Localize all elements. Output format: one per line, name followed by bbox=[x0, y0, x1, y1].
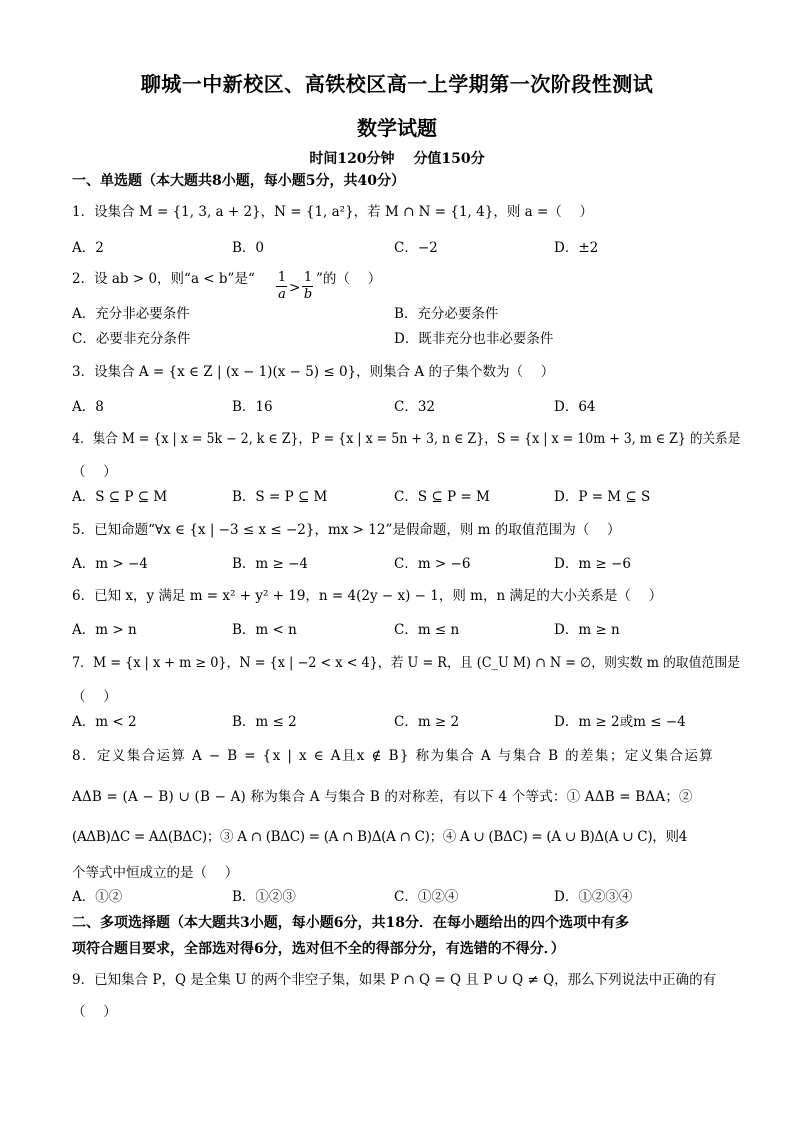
subject-title: 数学试题 bbox=[357, 116, 437, 140]
question-5-stem: 5．已知命题“∀x ∈ {x | −3 ≤ x ≤ −2}，mx > 12”是假命题，则 m 的取值范围为（ ） bbox=[72, 522, 621, 538]
question-4-option-a: A．S ⊆ P ⊆ M bbox=[72, 489, 168, 505]
question-3-stem: 3．设集合 A = {x ∈ Z | (x − 1)(x − 5) ≤ 0}，则集合 A 的子集个数为（ ） bbox=[72, 364, 555, 380]
question-6-option-a: A．m > n bbox=[72, 622, 137, 638]
question-1-option-b: B．0 bbox=[232, 240, 265, 256]
question-9-stem: 9．已知集合 P，Q 是全集 U 的两个非空子集，如果 P ∩ Q = Q 且 P ∪ Q ≠ Q，那么下列说法中正确的有 bbox=[72, 972, 717, 988]
question-4-option-c: C．S ⊆ P = M bbox=[394, 489, 490, 505]
question-3-option-c: C．32 bbox=[394, 399, 436, 415]
question-2-option-d: D．既非充分也非必要条件 bbox=[394, 331, 554, 347]
time-score-info: 时间120分钟 分值150分 bbox=[309, 151, 485, 167]
question-4-stem: 4．集合 M = {x | x = 5k − 2, k ∈ Z}，P = {x | x = 5n + 3, n ∈ Z}，S = {x | x = 10m + 3, m ∈ Z} 的关系是 bbox=[72, 431, 741, 447]
question-7-option-b: B．m ≤ 2 bbox=[232, 714, 297, 730]
question-2-option-b: B．充分必要条件 bbox=[394, 306, 499, 322]
question-5-option-d: D．m ≥ −6 bbox=[554, 556, 631, 572]
question-4-option-d: D．P = M ⊆ S bbox=[554, 489, 651, 505]
question-4-stem-cont: （ ） bbox=[72, 464, 117, 480]
question-8-option-d: D．①②③④ bbox=[554, 889, 633, 905]
fraction-gt-sign: > bbox=[289, 280, 301, 296]
question-4-option-b: B．S = P ⊆ M bbox=[232, 489, 328, 505]
question-8-option-c: C．①②④ bbox=[394, 889, 459, 905]
question-1-stem: 1．设集合 M = {1, 3, a + 2}，N = {1, a²}，若 M ∩ N = {1, 4}，则 a =（ ） bbox=[72, 204, 594, 220]
fraction-1-numerator: 1 bbox=[277, 270, 287, 285]
question-6-option-b: B．m < n bbox=[232, 622, 297, 638]
question-7-stem-cont: （ ） bbox=[72, 689, 117, 705]
question-8-line-2: AΔB = (A − B) ∪ (B − A) 称为集合 A 与集合 B 的对称差，有以下 4 个等式：① AΔB = BΔA；② bbox=[72, 789, 693, 805]
question-8-line-3: (AΔB)ΔC = AΔ(BΔC)；③ A ∩ (BΔC) = (A ∩ B)Δ(A ∩ C)；④ A ∪ (BΔC) = (A ∪ B)Δ(A ∪ C)，则4 bbox=[72, 829, 687, 845]
question-3-option-a: A．8 bbox=[72, 399, 104, 415]
question-5-option-a: A．m > −4 bbox=[72, 556, 148, 572]
fraction-1-denominator: a bbox=[278, 287, 286, 302]
question-1-option-a: A．2 bbox=[72, 240, 104, 256]
question-7-stem: 7．M = {x | x + m ≥ 0}，N = {x | −2 < x < 4}，若 U = R，且 (C_U M) ∩ N = ∅，则实数 m 的取值范围是 bbox=[72, 655, 741, 671]
section-1-heading: 一、单选题（本大题共8小题，每小题5分，共40分） bbox=[72, 173, 405, 189]
question-2-option-a: A．充分非必要条件 bbox=[72, 306, 190, 322]
question-5-option-c: C．m > −6 bbox=[394, 556, 471, 572]
question-8-option-b: B．①②③ bbox=[232, 889, 296, 905]
question-3-option-d: D．64 bbox=[554, 399, 596, 415]
section-2-heading-line-1: 二、多项选择题（本大题共3小题，每小题6分，共18分．在每小题给出的四个选项中有多 bbox=[72, 915, 629, 931]
question-8-option-a: A．①② bbox=[72, 889, 123, 905]
question-2-stem-post: ”的（ ） bbox=[316, 271, 382, 287]
question-8-line-4: 个等式中恒成立的是（ ） bbox=[72, 865, 239, 881]
question-5-option-b: B．m ≥ −4 bbox=[232, 556, 309, 572]
question-1-option-c: C．−2 bbox=[394, 240, 438, 256]
question-2-stem-pre: 2．设 ab > 0，则“a < b”是“ bbox=[72, 271, 255, 287]
question-7-option-d: D．m ≥ 2或m ≤ −4 bbox=[554, 714, 686, 730]
question-7-option-a: A．m < 2 bbox=[72, 714, 137, 730]
question-7-option-c: C．m ≥ 2 bbox=[394, 714, 460, 730]
question-6-option-d: D．m ≥ n bbox=[554, 622, 620, 638]
question-6-option-c: C．m ≤ n bbox=[394, 622, 460, 638]
question-3-option-b: B．16 bbox=[232, 399, 273, 415]
question-8-line-1: 8．定义集合运算 A − B = {x | x ∈ A且x ∉ B} 称为集合 A 与集合 B 的差集；定义集合运算 bbox=[72, 748, 715, 764]
question-1-option-d: D．±2 bbox=[554, 240, 599, 256]
fraction-2-denominator: b bbox=[303, 287, 313, 302]
section-2-heading-line-2: 项符合题目要求，全部选对得6分，选对但不全的得部分分，有选错的不得分．） bbox=[72, 941, 565, 957]
exam-title: 聊城一中新校区、高铁校区高一上学期第一次阶段性测试 bbox=[140, 72, 654, 96]
question-6-stem: 6．已知 x，y 满足 m = x² + y² + 19，n = 4(2y − x) − 1，则 m，n 满足的大小关系是（ ） bbox=[72, 588, 663, 604]
question-9-stem-cont: （ ） bbox=[72, 1004, 117, 1020]
question-2-option-c: C．必要非充分条件 bbox=[72, 331, 191, 347]
fraction-2-numerator: 1 bbox=[303, 270, 313, 285]
